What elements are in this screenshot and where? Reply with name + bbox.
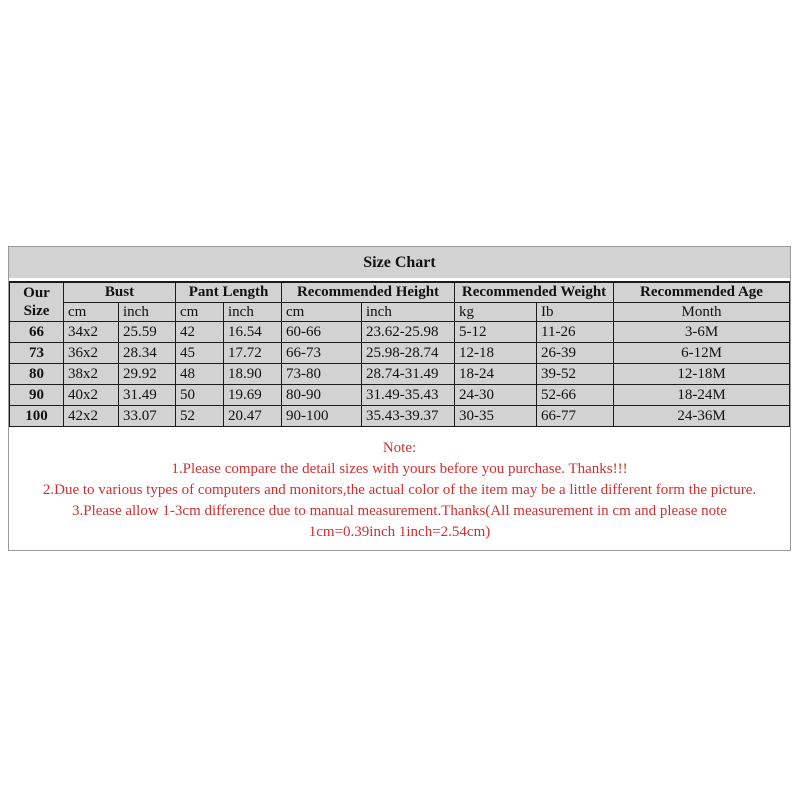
- table-cell: 36x2: [64, 343, 119, 364]
- unit-pant-cm: cm: [176, 303, 224, 322]
- note-line-4: 1cm=0.39inch 1inch=2.54cm): [308, 524, 491, 540]
- table-cell: 52: [176, 406, 224, 427]
- table-cell: 33.07: [119, 406, 176, 427]
- table-cell: 45: [176, 343, 224, 364]
- unit-weight-lb: Ib: [537, 303, 614, 322]
- table-cell: 6-12M: [614, 343, 790, 364]
- table-row: [10, 385, 790, 406]
- table-cell: 3-6M: [614, 322, 790, 343]
- table-cell: 18.90: [224, 364, 282, 385]
- table-cell: 5-12: [455, 322, 537, 343]
- table-cell: 16.54: [224, 322, 282, 343]
- table-cell: 48: [176, 364, 224, 385]
- table-cell: 50: [176, 385, 224, 406]
- note-line-2: 2.Due to various types of computers and monitors,the actual color of the item may be a little different form the picture.: [42, 482, 757, 498]
- table-cell: 31.49: [119, 385, 176, 406]
- table-cell: 66-73: [282, 343, 362, 364]
- table-cell: 17.72: [224, 343, 282, 364]
- table-cell: 35.43-39.37: [362, 406, 455, 427]
- table-cell: 80-90: [282, 385, 362, 406]
- table-row: [10, 406, 790, 427]
- unit-bust-cm: cm: [64, 303, 119, 322]
- table-cell: 18-24M: [614, 385, 790, 406]
- table-cell: 24-30: [455, 385, 537, 406]
- table-cell: 20.47: [224, 406, 282, 427]
- table-cell: 29.92: [119, 364, 176, 385]
- table-cell: 52-66: [537, 385, 614, 406]
- note-line-3: 3.Please allow 1-3cm difference due to manual measurement.Thanks(All measurement in cm and please note: [72, 503, 727, 519]
- table-cell: 38x2: [64, 364, 119, 385]
- unit-bust-inch: inch: [119, 303, 176, 322]
- size-chart-title: Size Chart: [9, 247, 790, 278]
- unit-pant-inch: inch: [224, 303, 282, 322]
- table-cell: 30-35: [455, 406, 537, 427]
- header-group-row: [10, 282, 790, 303]
- table-cell: 60-66: [282, 322, 362, 343]
- column-header-recommended-weight: Recommended Weight: [455, 282, 614, 303]
- size-table-header: [10, 282, 790, 322]
- column-header-recommended-height: Recommended Height: [282, 282, 455, 303]
- table-cell: 39-52: [537, 364, 614, 385]
- size-chart-panel: [8, 246, 791, 551]
- table-cell: 90: [10, 385, 64, 406]
- table-cell: 100: [10, 406, 64, 427]
- column-header-pant-length: Pant Length: [176, 282, 282, 303]
- table-cell: 12-18M: [614, 364, 790, 385]
- table-row: [10, 343, 790, 364]
- column-header-our-size: Our Size: [10, 282, 64, 322]
- table-cell: 11-26: [537, 322, 614, 343]
- column-header-recommended-age: Recommended Age: [614, 282, 790, 303]
- unit-height-cm: cm: [282, 303, 362, 322]
- table-cell: 80: [10, 364, 64, 385]
- table-cell: 42: [176, 322, 224, 343]
- table-row: [10, 364, 790, 385]
- unit-age-month: Month: [614, 303, 790, 322]
- table-cell: 66-77: [537, 406, 614, 427]
- table-cell: 90-100: [282, 406, 362, 427]
- note-section: [9, 427, 790, 543]
- table-cell: 42x2: [64, 406, 119, 427]
- header-unit-row: [10, 303, 790, 322]
- note-line-1: 1.Please compare the detail sizes with yours before you purchase. Thanks!!!: [171, 461, 628, 477]
- unit-weight-kg: kg: [455, 303, 537, 322]
- table-cell: 40x2: [64, 385, 119, 406]
- table-row: [10, 322, 790, 343]
- size-table: [9, 281, 790, 427]
- note-heading: Note:: [382, 440, 417, 456]
- table-cell: 24-36M: [614, 406, 790, 427]
- table-cell: 18-24: [455, 364, 537, 385]
- table-cell: 28.34: [119, 343, 176, 364]
- table-cell: 25.98-28.74: [362, 343, 455, 364]
- table-cell: 25.59: [119, 322, 176, 343]
- unit-height-inch: inch: [362, 303, 455, 322]
- table-cell: 73-80: [282, 364, 362, 385]
- table-cell: 28.74-31.49: [362, 364, 455, 385]
- table-cell: 34x2: [64, 322, 119, 343]
- table-cell: 31.49-35.43: [362, 385, 455, 406]
- size-table-body: [10, 322, 790, 427]
- table-cell: 12-18: [455, 343, 537, 364]
- table-cell: 23.62-25.98: [362, 322, 455, 343]
- column-header-bust: Bust: [64, 282, 176, 303]
- table-cell: 66: [10, 322, 64, 343]
- table-cell: 19.69: [224, 385, 282, 406]
- table-cell: 26-39: [537, 343, 614, 364]
- table-cell: 73: [10, 343, 64, 364]
